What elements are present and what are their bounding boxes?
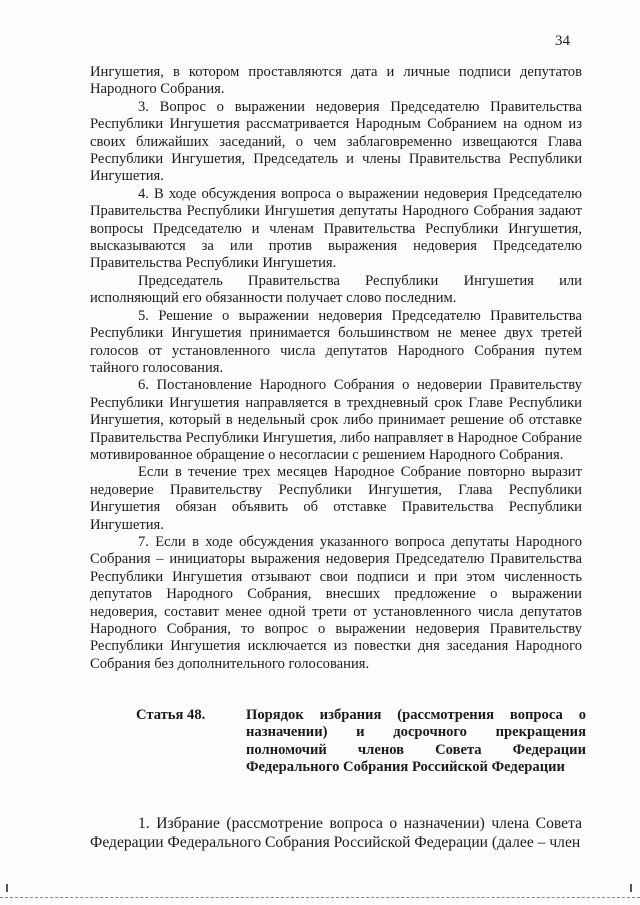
article-label: Статья 48. [136, 707, 206, 723]
paragraph: Ингушетия, в котором проставляются дата и личные подписи депутатов Народного Собрания. [90, 64, 582, 98]
scan-edge-line [0, 897, 640, 898]
scan-mark [6, 884, 8, 892]
paragraph: 5. Решение о выражении недоверия Председателю Правительства Республики Ингушетия принимается большинством не менее двух третей голосов от установленного числа депутатов Народного Собрания путем тайного голосования. [90, 307, 582, 376]
paragraph: 4. В ходе обсуждения вопроса о выражении недоверия Председателю Правительства Республики Ингушетия депутаты Народного Собрания задают вопросы Председателю и членам Правительства Республики Ингушетия, высказываются за или против выражения недоверия Председателю Правительства Республики Ингушетия. [90, 185, 582, 272]
paragraph: Председатель Правительства Республики Ингушетия или исполняющий его обязанности получает слово последним. [90, 272, 582, 307]
paragraph: Если в течение трех месяцев Народное Собрание повторно выразит недоверие Правительству Республики Ингушетия, Глава Республики Ингушетия обязан объявить об отставке Правительства Республики Ингушетия. [90, 464, 582, 533]
body-text [90, 64, 582, 673]
page-number: 34 [555, 33, 570, 49]
scan-mark [630, 884, 632, 892]
article-title: Порядок избрания (рассмотрения вопроса о назначении) и досрочного прекращения полномочий членов Совета Федерации Федерального Собрания Российской Федерации [246, 707, 586, 776]
closing-paragraph: 1. Избрание (рассмотрение вопроса о назначении) члена Совета Федерации Федерального Собрания Российской Федерации (далее – член [90, 815, 582, 851]
paragraph: 7. Если в ходе обсуждения указанного вопроса депутаты Народного Собрания – инициаторы выражения недоверия Председателю Правительства Республики Ингушетия отзывают свои подписи и при этом численность депутатов Народного Собрания, внесших предложение о выражении недоверия, составит менее одной трети от установленного числа депутатов Народного Собрания, то вопрос о выражении недоверия Правительству Республики Ингушетия исключается из повестки дня заседания Народного Собрания без дополнительного голосования. [90, 533, 582, 672]
paragraph: 3. Вопрос о выражении недоверия Председателю Правительства Республики Ингушетия рассматривается Народным Собранием на одном из своих ближайших заседаний, о чем заблаговременно извещаются Глава Республики Ингушетия, Председатель и члены Правительства Республики Ингушетия. [90, 98, 582, 185]
paragraph: 6. Постановление Народного Собрания о недоверии Правительству Республики Ингушетия направляется в трехдневный срок Главе Республики Ингушетия, который в недельный срок либо принимает решение об отставке Правительства Республики Ингушетия, либо направляет в Народное Собрание мотивированное обращение о несогласии с решением Народного Собрания. [90, 377, 582, 463]
